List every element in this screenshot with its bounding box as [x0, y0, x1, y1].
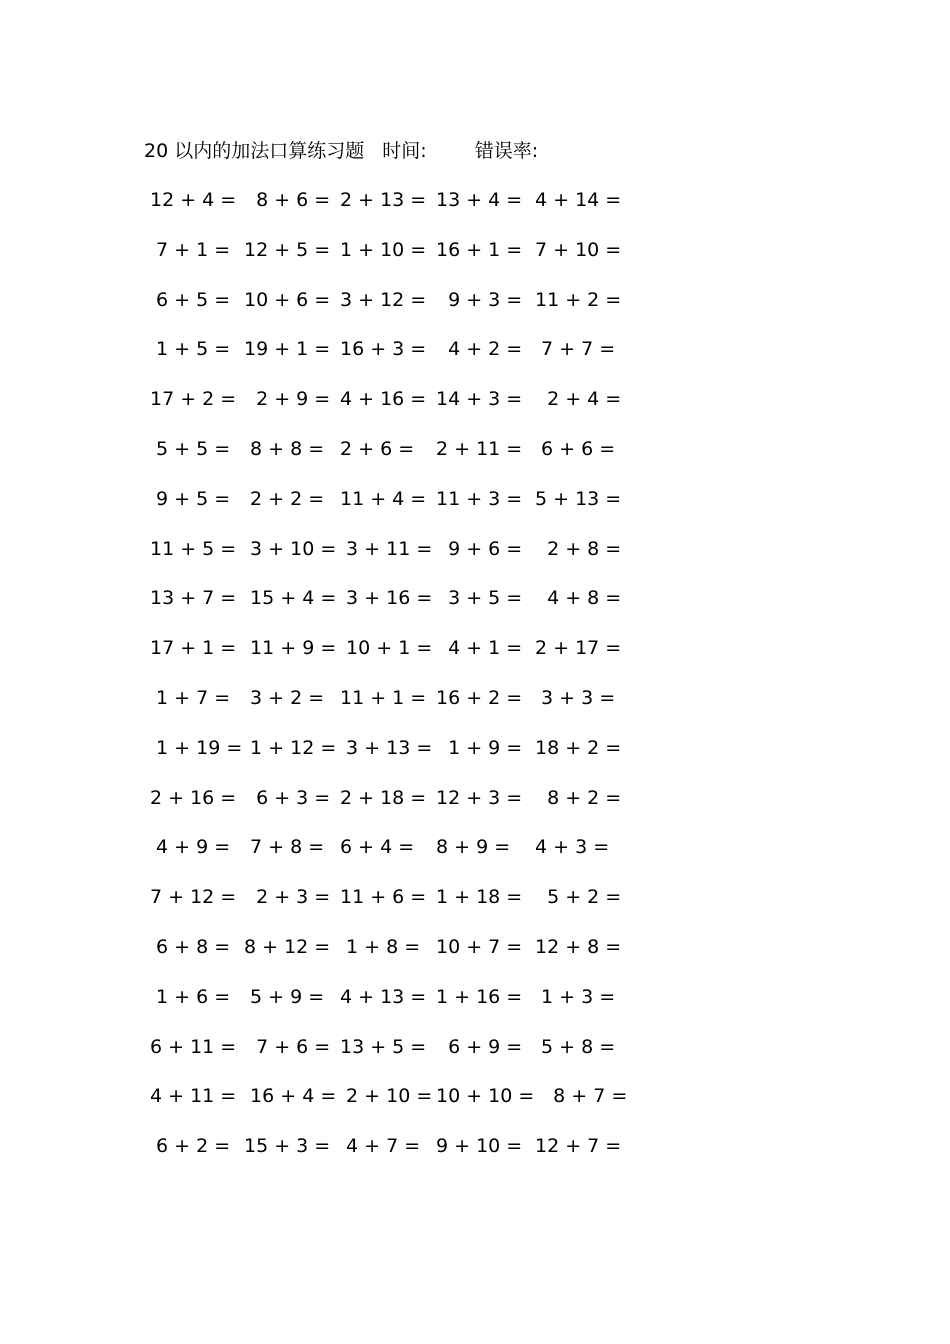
addition-problem: 5 + 8 =: [535, 1035, 616, 1058]
problem-row: [0, 435, 950, 485]
addition-problem: 18 + 2 =: [535, 736, 622, 759]
addition-problem: 2 + 10 =: [340, 1085, 433, 1108]
problem-row: [0, 684, 950, 734]
addition-problem: 8 + 2 =: [535, 786, 622, 809]
addition-problem: 6 + 4 =: [340, 836, 415, 859]
addition-problem: 1 + 8 =: [340, 935, 421, 958]
addition-problem: 12 + 5 =: [244, 238, 331, 261]
problem-row: [0, 1132, 950, 1182]
problem-row: [0, 784, 950, 834]
addition-problem: 12 + 3 =: [436, 786, 523, 809]
addition-problem: 1 + 16 =: [436, 985, 523, 1008]
addition-problem: 6 + 2 =: [150, 1135, 231, 1158]
time-label: 时间:: [382, 140, 427, 162]
addition-problem: 4 + 3 =: [535, 836, 610, 859]
addition-problem: 16 + 4 =: [244, 1085, 337, 1108]
addition-problem: 11 + 1 =: [340, 686, 427, 709]
addition-problem: 1 + 9 =: [436, 736, 523, 759]
worksheet-header: [144, 137, 538, 165]
addition-problem: 12 + 8 =: [535, 935, 622, 958]
problem-row: [0, 584, 950, 634]
addition-problem: 1 + 18 =: [436, 886, 523, 909]
addition-problem: 4 + 14 =: [535, 189, 622, 211]
addition-problem: 12 + 4 =: [150, 189, 237, 211]
addition-problem: 16 + 1 =: [436, 238, 523, 261]
addition-problem: 15 + 3 =: [244, 1135, 331, 1158]
addition-problem: 8 + 9 =: [436, 836, 511, 859]
problem-row: [0, 734, 950, 784]
error-rate-label: 错误率:: [474, 140, 539, 162]
problem-row: [0, 535, 950, 585]
addition-problem: 5 + 13 =: [535, 487, 622, 510]
addition-problem: 2 + 6 =: [340, 437, 415, 460]
addition-problem: 16 + 3 =: [340, 338, 427, 361]
problem-row: [0, 634, 950, 684]
addition-problem: 11 + 5 =: [150, 537, 237, 560]
addition-problem: 2 + 18 =: [340, 786, 427, 809]
addition-problem: 4 + 16 =: [340, 388, 427, 411]
addition-problem: 3 + 3 =: [535, 686, 616, 709]
addition-problem: 3 + 16 =: [340, 587, 433, 610]
addition-problem: 1 + 7 =: [150, 686, 231, 709]
addition-problem: 2 + 4 =: [535, 388, 622, 411]
addition-problem: 1 + 19 =: [150, 736, 243, 759]
addition-problem: 3 + 12 =: [340, 288, 427, 311]
addition-problem: 3 + 5 =: [436, 587, 523, 610]
addition-problem: 9 + 3 =: [436, 288, 523, 311]
addition-problem: 3 + 13 =: [340, 736, 433, 759]
addition-problem: 4 + 11 =: [150, 1085, 237, 1108]
addition-problem: 10 + 10 =: [436, 1085, 535, 1108]
addition-problem: 2 + 2 =: [244, 487, 325, 510]
addition-problem: 8 + 8 =: [244, 437, 325, 460]
addition-problem: 10 + 7 =: [436, 935, 523, 958]
addition-problem: 6 + 11 =: [150, 1035, 237, 1058]
addition-problem: 9 + 6 =: [436, 537, 523, 560]
addition-problem: 4 + 8 =: [535, 587, 622, 610]
problem-row: [0, 335, 950, 385]
addition-problem: 6 + 5 =: [150, 288, 231, 311]
addition-problem: 6 + 3 =: [244, 786, 331, 809]
problem-row: [0, 883, 950, 933]
addition-problem: 7 + 10 =: [535, 238, 622, 261]
problem-row: [0, 833, 950, 883]
addition-problem: 4 + 7 =: [340, 1135, 421, 1158]
addition-problem: 11 + 2 =: [535, 288, 622, 311]
addition-problem: 11 + 6 =: [340, 886, 427, 909]
addition-problem: 4 + 1 =: [436, 637, 523, 660]
addition-problem: 13 + 5 =: [340, 1035, 427, 1058]
addition-problem: 4 + 13 =: [340, 985, 427, 1008]
addition-problem: 14 + 3 =: [436, 388, 523, 411]
addition-problem: 10 + 6 =: [244, 288, 331, 311]
addition-problem: 19 + 1 =: [244, 338, 331, 361]
addition-problem: 7 + 1 =: [150, 238, 231, 261]
addition-problem: 3 + 2 =: [244, 686, 325, 709]
addition-problem: 17 + 2 =: [150, 388, 237, 411]
problem-row: [0, 1082, 950, 1132]
addition-problem: 1 + 3 =: [535, 985, 616, 1008]
addition-problem: 15 + 4 =: [244, 587, 337, 610]
problem-row: [0, 385, 950, 435]
addition-problem: 3 + 11 =: [340, 537, 433, 560]
addition-problem: 8 + 7 =: [535, 1085, 628, 1108]
addition-problem: 6 + 8 =: [150, 935, 231, 958]
problem-row: [0, 236, 950, 286]
addition-problem: 12 + 7 =: [535, 1135, 622, 1158]
addition-problem: 5 + 5 =: [150, 437, 231, 460]
addition-problem: 6 + 9 =: [436, 1035, 523, 1058]
problem-row: [0, 286, 950, 336]
addition-problem: 9 + 5 =: [150, 487, 231, 510]
addition-problem: 10 + 1 =: [340, 637, 433, 660]
addition-problem: 2 + 9 =: [244, 388, 331, 411]
addition-problem: 7 + 7 =: [535, 338, 616, 361]
addition-problem: 7 + 12 =: [150, 886, 237, 909]
addition-problem: 1 + 6 =: [150, 985, 231, 1008]
addition-problem: 11 + 3 =: [436, 487, 523, 510]
problem-grid: [0, 186, 950, 1182]
addition-problem: 2 + 3 =: [244, 886, 331, 909]
problem-row: [0, 485, 950, 535]
addition-problem: 5 + 2 =: [535, 886, 622, 909]
addition-problem: 9 + 10 =: [436, 1135, 523, 1158]
addition-problem: 11 + 9 =: [244, 637, 337, 660]
addition-problem: 2 + 8 =: [535, 537, 622, 560]
addition-problem: 4 + 9 =: [150, 836, 231, 859]
addition-problem: 7 + 6 =: [244, 1035, 331, 1058]
addition-problem: 1 + 5 =: [150, 338, 231, 361]
addition-problem: 16 + 2 =: [436, 686, 523, 709]
addition-problem: 4 + 2 =: [436, 338, 523, 361]
addition-problem: 2 + 13 =: [340, 189, 427, 211]
worksheet-title: 20 以内的加法口算练习题: [144, 140, 365, 162]
addition-problem: 11 + 4 =: [340, 487, 427, 510]
addition-problem: 1 + 10 =: [340, 238, 427, 261]
addition-problem: 6 + 6 =: [535, 437, 616, 460]
addition-problem: 2 + 17 =: [535, 637, 622, 660]
addition-problem: 17 + 1 =: [150, 637, 237, 660]
addition-problem: 1 + 12 =: [244, 736, 337, 759]
problem-row: [0, 933, 950, 983]
addition-problem: 13 + 7 =: [150, 587, 237, 610]
problem-row: [0, 983, 950, 1033]
addition-problem: 8 + 6 =: [244, 189, 331, 211]
addition-problem: 2 + 16 =: [150, 786, 237, 809]
addition-problem: 3 + 10 =: [244, 537, 337, 560]
addition-problem: 5 + 9 =: [244, 985, 325, 1008]
problem-row: [0, 1033, 950, 1083]
addition-problem: 8 + 12 =: [244, 935, 331, 958]
addition-problem: 2 + 11 =: [436, 437, 523, 460]
problem-row: [0, 186, 950, 236]
addition-problem: 13 + 4 =: [436, 189, 523, 211]
addition-problem: 7 + 8 =: [244, 836, 325, 859]
